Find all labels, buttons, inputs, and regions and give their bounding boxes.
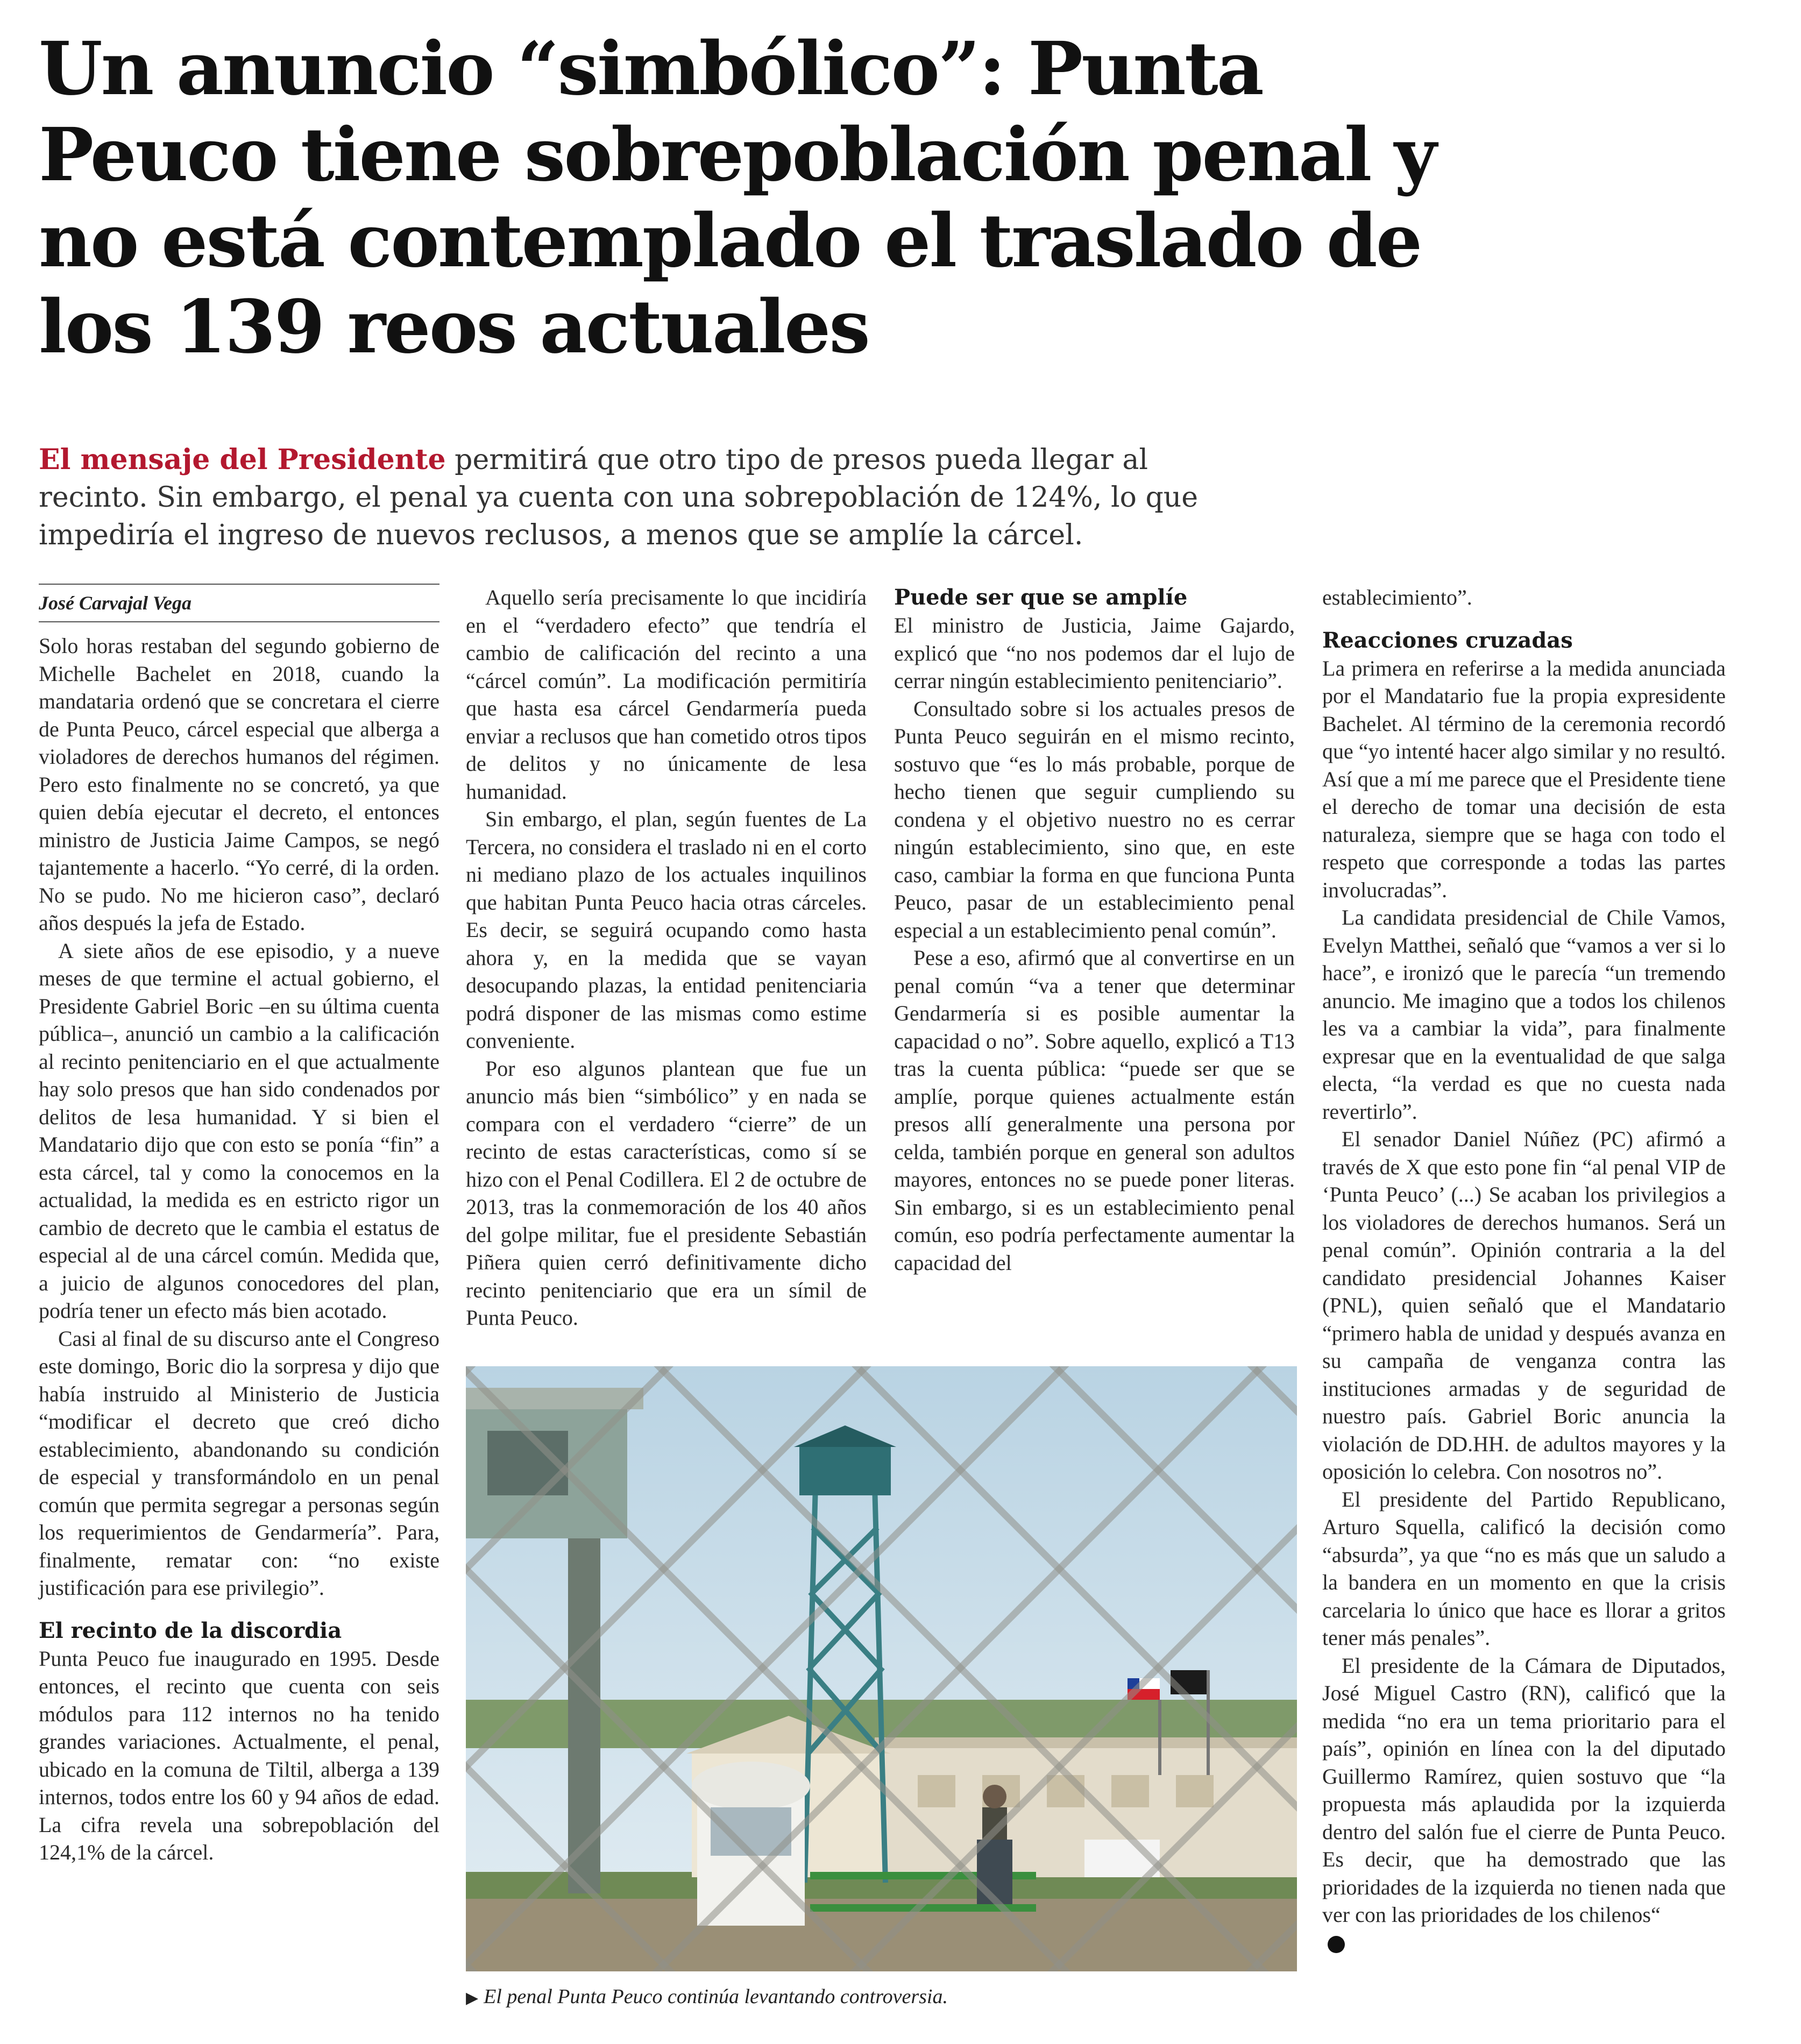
paragraph: La primera en referirse a la medida anunciada por el Mandatario fue la propia expresidente Bachelet. Al término de la ceremonia recordó que “yo intenté hacer algo similar y no resultó. Así que a mí me parece que el Presidente tiene el derecho de tomar una decisión de esta naturaleza, siempre que se haga con todo el respeto que corresponde a todas las partes involucradas”. <box>1322 656 1726 902</box>
photo-caption <box>466 1984 1297 2011</box>
paragraph: Consultado sobre si los actuales presos de Punta Peuco seguirán en el mismo recinto, sostuvo que “es lo más probable, porque de hecho tienen que seguir cumpliendo su condena y el objetivo nuestro no es cerrar ningún establecimiento, sino que, en este caso, cambiar la forma en que funciona Punta Peuco, pasar de un establecimiento penal especial a un establecimiento penal común”. <box>894 696 1295 942</box>
paragraph: Por eso algunos plantean que fue un anuncio más bien “simbólico” y en nada se compara con el verdadero “cierre” de un recinto de estas características, como sí se hizo con el Penal Codillera. El 2 de octubre de 2013, tras la conmemoración de los 40 años del golpe militar, fue el presidente Sebastián Piñera quien cerró definitivamente dicho recinto penitenciario que era un símil de Punta Peuco. <box>466 1056 867 1330</box>
caption-arrow-icon: ▶ <box>466 1989 479 2007</box>
deck-text: permitirá que otro tipo de presos pueda llegar al recinto. Sin embargo, el penal ya cuenta con una sobrepoblación de 124%, lo que impediría el ingreso de nuevos reclusos, a menos que se amplíe la cárcel. <box>39 444 1199 551</box>
paragraph: El presidente de la Cámara de Diputados, José Miguel Castro (RN), calificó que la medida “no era un tema prioritario para el país”, opinión en línea con la del diputado Guillermo Ramírez, quien sostuvo que “la propuesta más aplaudida por la izquierda dentro del salón fue el cierre de Punta Peuco. Es decir, que ha demostrado que las prioridades de la izquierda no tienen nada que ver con las prioridades de los chilenos“ <box>1322 1653 1726 1927</box>
paragraph: Aquello sería precisamente lo que incidiría en el “verdadero efecto” que tendría el cambio de calificación del recinto a una “cárcel común”. La modificación permitiría que hasta esa cárcel Gendarmería pueda enviar a reclusos que han cometido otros tipos de delitos y no únicamente de lesa humanidad. <box>466 585 867 804</box>
column-4 <box>1322 584 1726 1956</box>
subheading-recinto: El recinto de la discordia <box>39 1617 342 1643</box>
paragraph: Solo horas restaban del segundo gobierno de Michelle Bachelet en 2018, cuando la mandataria ordenó que se concretara el cierre de Punta Peuco, cárcel especial que alberga a violadores de derechos humanos del régimen. Pero esto finalmente no se concretó, ya que quien debía ejecutar el decreto, el entonces ministro de Justicia Jaime Campos, se negó tajantemente a hacerlo. “Yo cerré, di la orden. No se pudo. No me hicieron caso”, declaró años después la jefa de Estado. <box>39 634 439 935</box>
paragraph: A siete años de ese episodio, y a nueve meses de que termine el actual gobierno, el Presidente Gabriel Boric –en su última cuenta pública–, anunció un cambio a la calificación al recinto penitenciario en el que actualmente hay solo presos que han sido condenados por delitos de lesa humanidad. Y si bien el Mandatario dijo que con esto se ponía “fin” a esta cárcel, tal y como la conocemos en la actualidad, la medida es en estricto rigor un cambio de decreto que le cambia el estatus de especial al de una cárcel común. Medida que, a juicio de algunos conocedores del plan, podría tener un efecto más bien acotado. <box>39 938 439 1323</box>
subheading-reacciones: Reacciones cruzadas <box>1322 627 1573 653</box>
paragraph: El ministro de Justicia, Jaime Gajardo, explicó que “no nos podemos dar el lujo de cerrar ningún establecimiento penitenciario”. <box>894 613 1295 693</box>
paragraph: Sin embargo, el plan, según fuentes de La Tercera, no considera el traslado ni en el corto ni mediano plazo de los actuales inquilinos que habitan Punta Peuco hacia otras cárceles. Es decir, se seguirá ocupando como hasta ahora y, en la medida que se vayan desocupando plazas, la entidad penitenciaria podrá disponer de las mismas como estime conveniente. <box>466 807 867 1053</box>
deck <box>39 441 1222 554</box>
deck-lead: El mensaje del Presidente <box>39 443 446 476</box>
paragraph: Pese a eso, afirmó que al convertirse en un penal común “va a tener que determinar Gendarmería si es posible aumentar la capacidad o no”. Sobre aquello, explicó a T13 tras la cuenta pública: “puede ser que se amplíe, porque quienes actualmente están presos allí generalmente una persona por celda, también porque en general son adultos mayores, entonces no se puede poner literas. Sin embargo, si es un establecimiento penal común, eso podría perfectamente aumentar la capacidad del <box>894 946 1295 1275</box>
headline: Un anuncio “simbólico”: Punta Peuco tiene sobrepoblación penal y no está contemplado el traslado de los 139 reos actuales <box>39 26 1435 370</box>
column-3 <box>894 584 1295 1276</box>
column-2 <box>466 584 867 1332</box>
paragraph: El presidente del Partido Republicano, Arturo Squella, calificó la decisión como “absurda”, ya que “no es más que un saludo a la bandera en un momento en que la crisis carcelaria lo único que hace es llorar a gritos tener más penales”. <box>1322 1487 1726 1650</box>
paragraph: Punta Peuco fue inaugurado en 1995. Desde entonces, el recinto que cuenta con seis módulos para 112 internos no ha tenido grandes variaciones. Actualmente, el penal, ubicado en la comuna de Tiltil, alberga a 139 internos, todos entre los 60 y 94 años de edad. La cifra revela una sobrepoblación del 124,1% de la cárcel. <box>39 1646 439 1864</box>
paragraph: Casi al final de su discurso ante el Congreso este domingo, Boric dio la sorpresa y dijo que había instruido al Ministerio de Justicia “modificar el decreto que creó dicho establecimiento, abandonando su condición de especial y transformándolo en un penal común que permita segregar a personas según los requerimientos de Gendarmería”. Para, finalmente, rematar con: “no existe justificación para ese privilegio”. <box>39 1326 439 1600</box>
paragraph: El senador Daniel Núñez (PC) afirmó a través de X que esto pone fin “al penal VIP de ‘Punta Peuco’ (...) Se acaban los privilegios a los violadores de derechos humanos. Será un penal común”. Opinión contraria a la del candidato presidencial Johannes Kaiser (PNL), quien señaló que el Mandatario “primero habla de unidad y después avanza en su campaña de venganza contra las instituciones armadas y de seguridad de nuestro país. Gabriel Boric anuncia la violación de DD.HH. de adultos mayores y la oposición lo celebra. Con nosotros no”. <box>1322 1127 1726 1484</box>
subheading-amplie: Puede ser que se amplíe <box>894 585 1188 610</box>
end-mark-icon <box>1328 1936 1345 1953</box>
prison-photo <box>466 1366 1297 1971</box>
column-1 <box>39 584 439 1866</box>
caption-text: El penal Punta Peuco continúa levantando controversia. <box>484 1985 948 2008</box>
paragraph: establecimiento”. <box>1322 585 1472 609</box>
byline: José Carvajal Vega <box>39 584 439 622</box>
paragraph: La candidata presidencial de Chile Vamos, Evelyn Matthei, señaló que “vamos a ver si lo hace”, e ironizó que le parecía “un tremendo anuncio. Me imagino que a todos los chilenos les va a cambiar la vida”, para finalmente expresar que en la eventualidad de que salga electa, “la verdad es que no cuesta nada revertirlo”. <box>1322 905 1726 1124</box>
